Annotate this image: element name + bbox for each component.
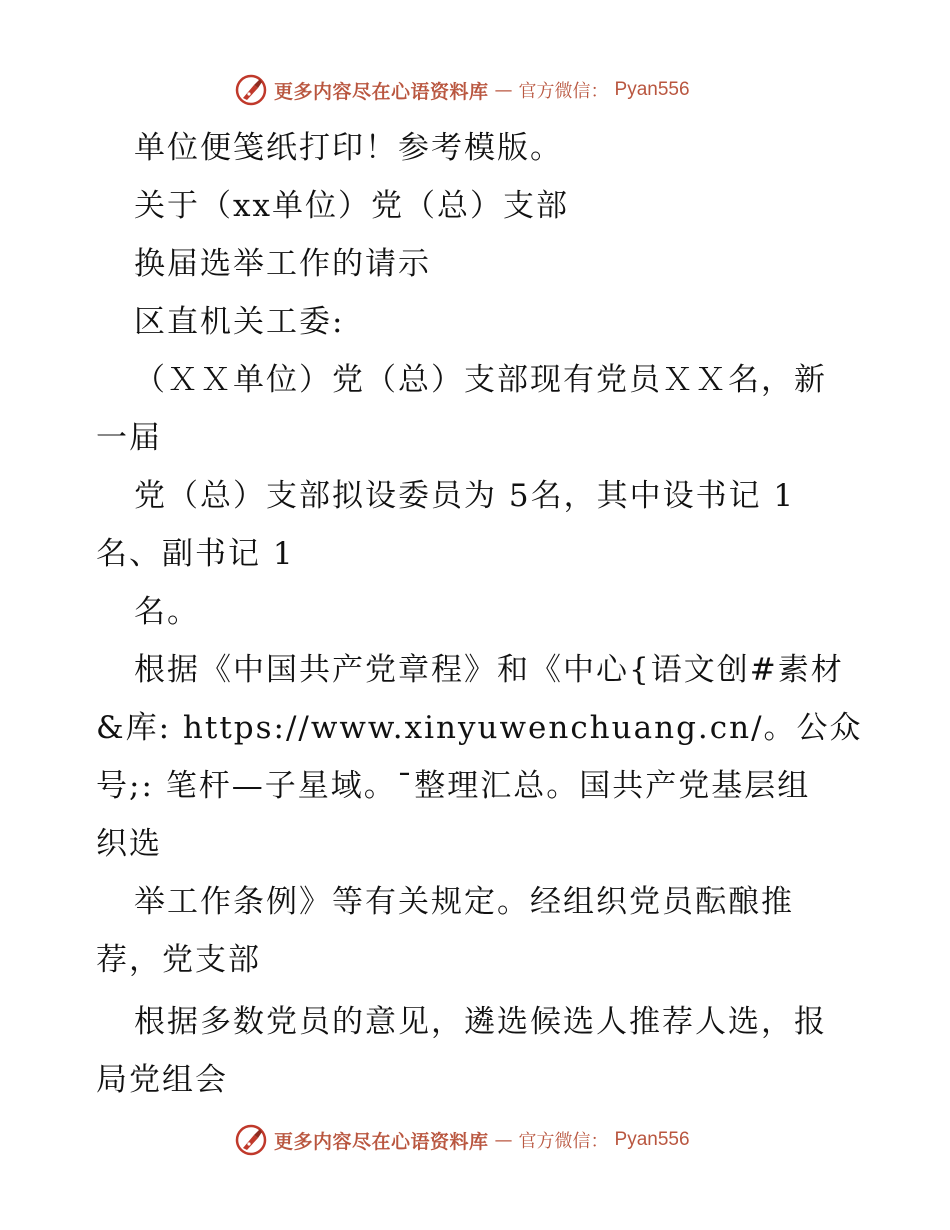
- banner-main-text: 更多内容尽在心语资料库: [274, 80, 489, 103]
- banner-wechat-id: Pyan556: [614, 79, 690, 100]
- banner-main-text: 更多内容尽在心语资料库: [274, 1130, 489, 1153]
- banner-separator: —: [494, 79, 513, 101]
- body-line: 名。: [134, 594, 200, 630]
- body-line: 换届选举工作的请示: [134, 246, 431, 282]
- banner-wechat-id: Pyan556: [614, 1129, 690, 1150]
- body-line: （ＸＸ单位）党（总）支部现有党员ＸＸ名，新: [134, 362, 827, 398]
- body-line: 区直机关工委:: [134, 304, 345, 340]
- body-line: 根据《中国共产党章程》和《中心{语文创#素材: [134, 652, 844, 688]
- banner-wechat-label: 官方微信：: [518, 81, 609, 102]
- body-line: 单位便笺纸打印！参考模版。: [134, 130, 563, 166]
- body-line: 根据多数党员的意见，遴选候选人推荐人选，报: [134, 1004, 827, 1040]
- body-line: 荐，党支部: [96, 942, 261, 978]
- body-line: &库: https://www.xinyuwenchuang.cn/。公众: [96, 710, 863, 746]
- pen-nib-logo-icon: [234, 1123, 268, 1157]
- body-line: 局党组会: [96, 1062, 228, 1098]
- header-watermark-banner: [234, 70, 714, 110]
- body-line: 名、副书记 1: [96, 536, 295, 572]
- body-line: 党（总）支部拟设委员为 5名，其中设书记 1: [134, 478, 796, 514]
- banner-separator: —: [494, 1129, 513, 1151]
- pen-nib-logo-icon: [234, 73, 268, 107]
- body-line: 织选: [96, 826, 162, 862]
- body-line: 举工作条例》等有关规定。经组织党员酝酿推: [134, 884, 794, 920]
- footer-watermark-banner: [234, 1120, 714, 1160]
- body-line: 一届: [96, 420, 162, 456]
- body-line: 号;: 笔杆—子星域。¯整理汇总。国共产党基层组: [96, 768, 811, 804]
- body-line: 关于（xx单位）党（总）支部: [134, 188, 569, 224]
- banner-wechat-label: 官方微信：: [518, 1131, 609, 1152]
